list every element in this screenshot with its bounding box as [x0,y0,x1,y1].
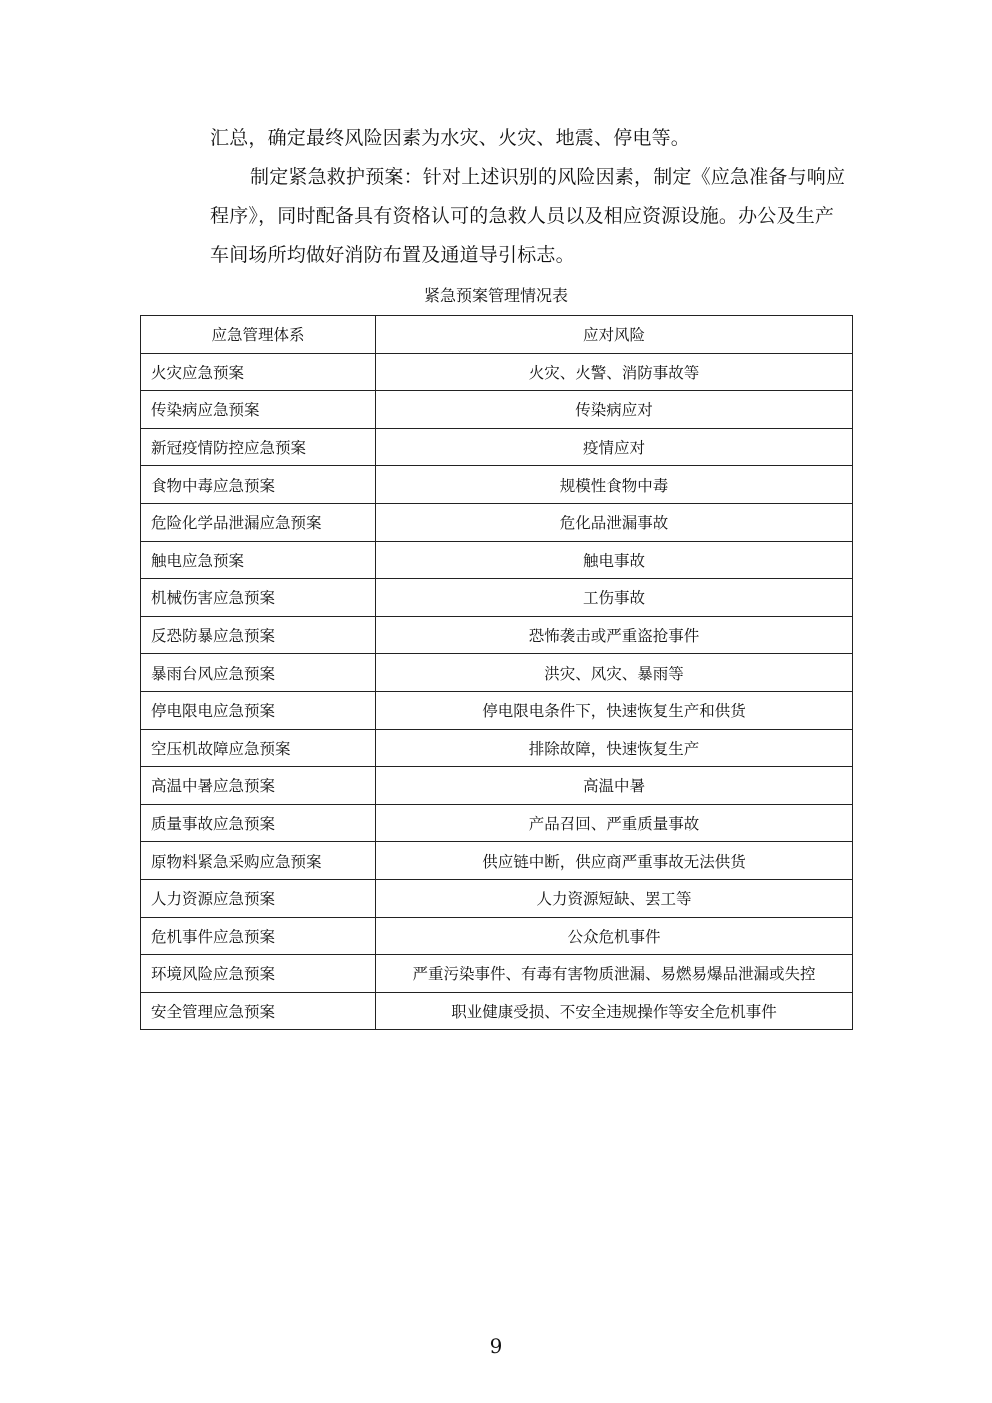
plan-name-cell: 传染病应急预案 [141,391,376,429]
risk-cell: 人力资源短缺、罢工等 [376,879,853,917]
table-row [141,955,853,993]
table-row [141,804,853,842]
table-row [141,541,853,579]
risk-cell: 洪灾、风灾、暴雨等 [376,654,853,692]
plan-name-cell: 安全管理应急预案 [141,992,376,1030]
plan-name-cell: 空压机故障应急预案 [141,729,376,767]
risk-cell: 疫情应对 [376,428,853,466]
plan-name-cell: 危机事件应急预案 [141,917,376,955]
plan-name-cell: 高温中暑应急预案 [141,767,376,805]
table-row [141,917,853,955]
risk-cell: 停电限电条件下，快速恢复生产和供货 [376,691,853,729]
risk-cell: 触电事故 [376,541,853,579]
page-number: 9 [489,1334,503,1358]
risk-cell: 恐怖袭击或严重盗抢事件 [376,616,853,654]
plan-name-cell: 机械伤害应急预案 [141,579,376,617]
emergency-plan-table [140,315,853,1030]
risk-cell: 严重污染事件、有毒有害物质泄漏、易燃易爆品泄漏或失控 [376,955,853,993]
table-row [141,428,853,466]
plan-name-cell: 暴雨台风应急预案 [141,654,376,692]
body-text-line: 汇总，确定最终风险因素为水灾、火灾、地震、停电等。 [210,127,691,149]
plan-name-cell: 质量事故应急预案 [141,804,376,842]
table-row [141,729,853,767]
table-row [141,466,853,504]
risk-cell: 排除故障，快速恢复生产 [376,729,853,767]
table-row [141,767,853,805]
table-row [141,654,853,692]
plan-name-cell: 火灾应急预案 [141,353,376,391]
risk-cell: 高温中暑 [376,767,853,805]
table-row [141,391,853,429]
plan-name-cell: 反恐防暴应急预案 [141,616,376,654]
plan-name-cell: 食物中毒应急预案 [141,466,376,504]
table-row [141,842,853,880]
risk-cell: 工伤事故 [376,579,853,617]
risk-cell: 火灾、火警、消防事故等 [376,353,853,391]
table-header-row [141,316,853,354]
risk-cell: 公众危机事件 [376,917,853,955]
table-row [141,691,853,729]
plan-name-cell: 人力资源应急预案 [141,879,376,917]
risk-cell: 产品召回、严重质量事故 [376,804,853,842]
body-paragraph: 制定紧急救护预案：针对上述识别的风险因素，制定《应急准备与响应程序》，同时配备具有资格认可的急救人员以及相应资源设施。办公及生产车间场所均做好消防布置及通道导引标志。 [210,166,846,266]
plan-name-cell: 新冠疫情防控应急预案 [141,428,376,466]
risk-cell: 供应链中断，供应商严重事故无法供货 [376,842,853,880]
risk-cell: 传染病应对 [376,391,853,429]
risk-cell: 规模性食物中毒 [376,466,853,504]
plan-name-cell: 触电应急预案 [141,541,376,579]
risk-cell: 危化品泄漏事故 [376,503,853,541]
plan-name-cell: 环境风险应急预案 [141,955,376,993]
table-row [141,503,853,541]
risk-cell: 职业健康受损、不安全违规操作等安全危机事件 [376,992,853,1030]
table-row [141,992,853,1030]
plan-name-cell: 停电限电应急预案 [141,691,376,729]
table-row [141,579,853,617]
plan-name-cell: 危险化学品泄漏应急预案 [141,503,376,541]
table-row [141,879,853,917]
header-cell-system: 应急管理体系 [141,316,376,354]
plan-name-cell: 原物料紧急采购应急预案 [141,842,376,880]
table-row [141,353,853,391]
header-cell-risk: 应对风险 [376,316,853,354]
table-caption: 紧急预案管理情况表 [423,286,568,305]
table-row [141,616,853,654]
